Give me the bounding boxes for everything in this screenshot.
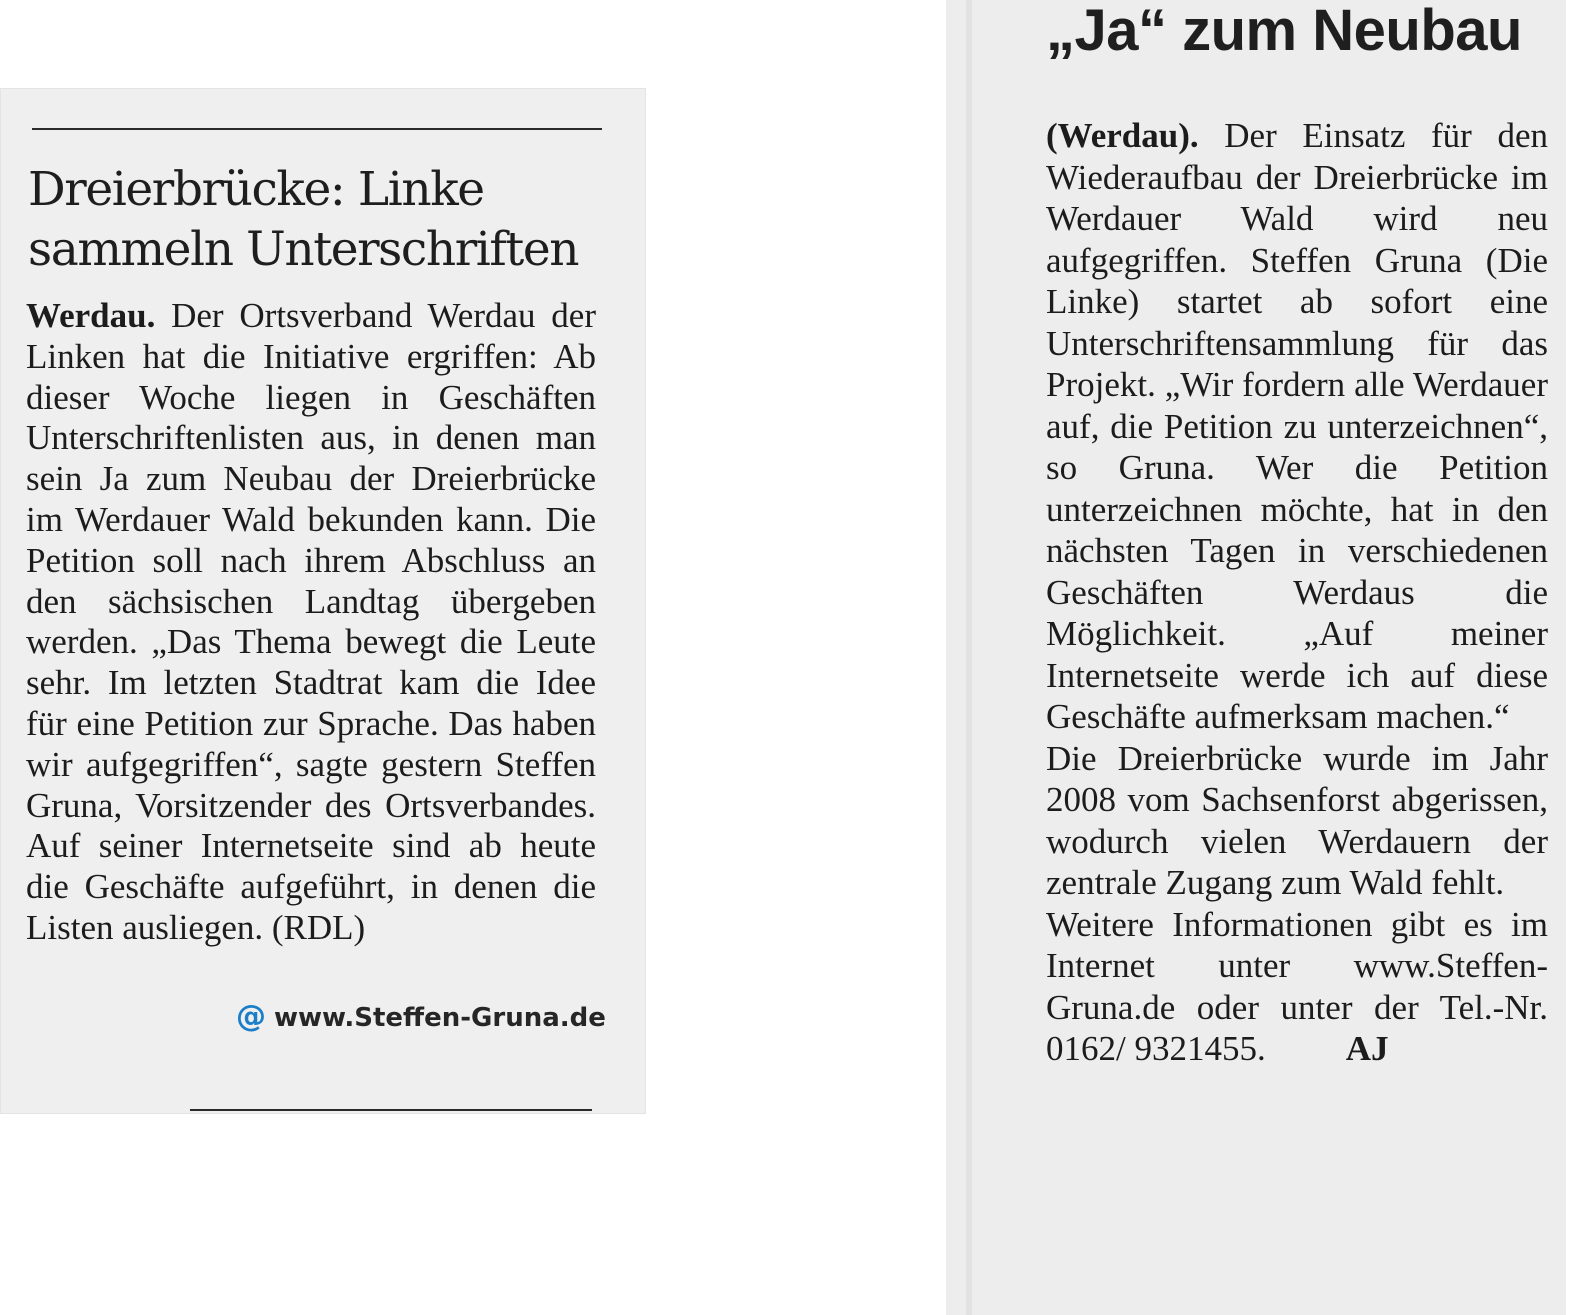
right-article-body xyxy=(1046,115,1548,1070)
right-article-paragraph-3 xyxy=(1046,904,1548,1070)
right-article-author: AJ xyxy=(1345,1029,1389,1068)
left-article-text: Der Ortsverband Werdau der Linken hat die Initiative ergriffen: Ab dieser Woche liegen in Geschäften Unterschriftenlisten aus, in denen man sein Ja zum Neubau der Dreierbrücke im Werdauer Wald bekunden kann. Die Petition soll nach ihrem Abschluss an den sächsischen Landtag übergeben werden. „Das Thema bewegt die Leute sehr. Im letzten Stadtrat kam die Idee für eine Petition zur Sprache. Das haben wir aufgegriffen“, sagte gestern Steffen Gruna, Vorsitzender des Ortsverbandes. Auf seiner Internetseite sind ab heute die Geschäfte aufgeführt, in denen die Listen ausliegen. (RDL) xyxy=(26,296,596,947)
left-article-headline: Dreierbrücke: Linke sammeln Unterschriften xyxy=(28,162,579,277)
at-icon: @ xyxy=(236,999,266,1034)
left-article-web-link xyxy=(236,1000,616,1035)
left-bottom-rule xyxy=(190,1109,592,1111)
right-article-paragraph-3-text: Weitere Informationen gibt es im Internet unter www.Steffen-Gruna.de oder unter der Tel.-Nr. 0162/ 9321455. xyxy=(1046,904,1548,1068)
right-article-dateline: (Werdau). xyxy=(1046,116,1199,155)
left-top-rule xyxy=(32,128,602,130)
left-article-dateline: Werdau. xyxy=(26,296,156,335)
left-article-web-address: www.Steffen-Gruna.de xyxy=(274,1003,606,1033)
right-clipping-fold xyxy=(966,0,972,1315)
right-article-headline: „Ja“ zum Neubau xyxy=(1046,0,1522,63)
left-article-body xyxy=(26,296,596,949)
right-article-paragraph-1 xyxy=(1046,115,1548,738)
right-article-paragraph-1-text: Der Einsatz für den Wiederaufbau der Dreierbrücke im Werdauer Wald wird neu aufgegriffen. Steffen Gruna (Die Linke) startet ab sofort eine Unterschriftensammlung für das Projekt. „Wir fordern alle Werdauer auf, die Petition zu unterzeichnen“, so Gruna. Wer die Petition unterzeichnen möchte, hat in den nächsten Tagen in verschiedenen Geschäften Werdaus die Möglichkeit. „Auf meiner Internetseite werde ich auf diese Geschäfte aufmerksam machen.“ xyxy=(1046,116,1548,736)
right-article-paragraph-2: Die Dreierbrücke wurde im Jahr 2008 vom Sachsenforst abgerissen, wodurch vielen Werdauern der zentrale Zugang zum Wald fehlt. xyxy=(1046,738,1548,902)
